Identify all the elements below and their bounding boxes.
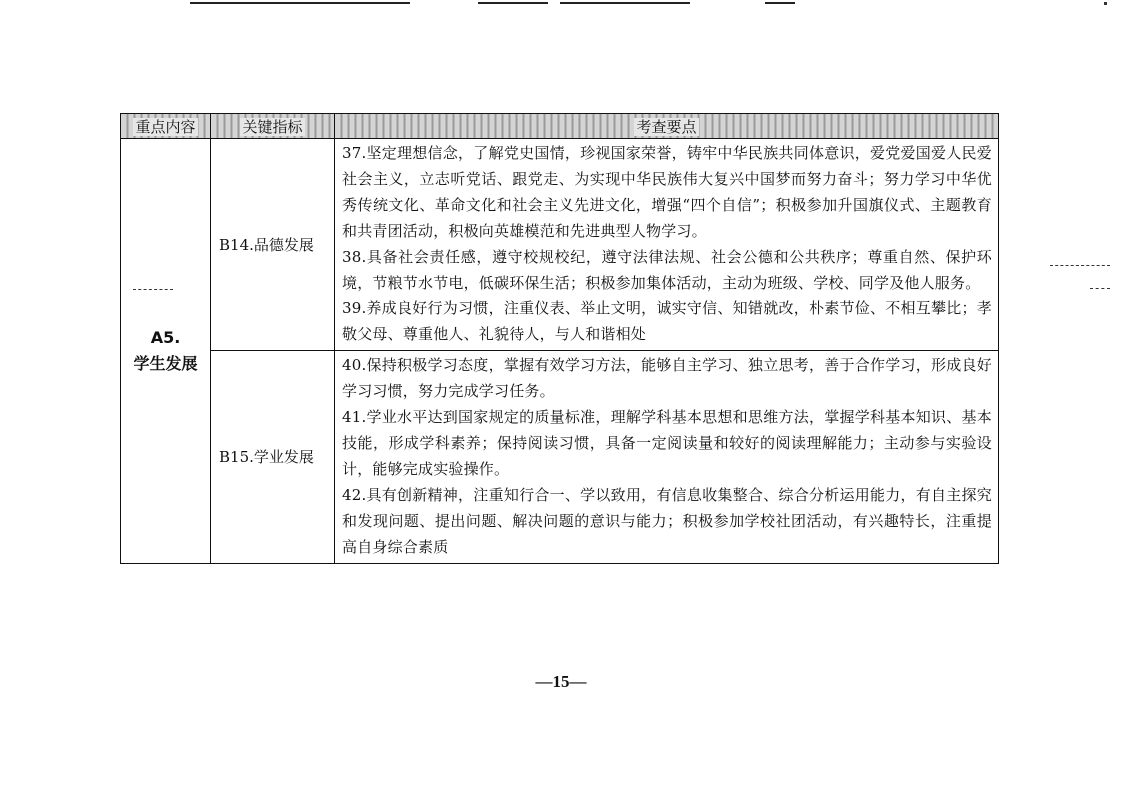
check-point: 38.具备社会责任感，遵守校规校纪，遵守法律法规、社会公德和公共秩序；尊重自然、保护环境，节粮节水节电，低碳环保生活；积极参加集体活动，主动为班级、学校、同学及他人服务。 [342, 247, 992, 292]
header-label: 考查要点 [636, 117, 697, 136]
check-point: 37.坚定理想信念，了解党史国情，珍视国家荣誉，铸牢中华民族共同体意识，爱党爱国爱人民爱社会主义，立志听党话、跟党走、为实现中华民族伟大复兴中国梦而努力奋斗；努力学习中华优秀传统文化、革命文化和社会主义先进文化，增强“四个自信”；积极参加升国旗仪式、主题教育和共青团活动，积极向英雄模范和先进典型人物学习。 [342, 144, 992, 240]
points-cell [335, 139, 999, 351]
indicator-cell: B14.品德发展 [211, 139, 335, 351]
header-label: 关键指标 [242, 117, 303, 136]
header-key-content [121, 114, 211, 139]
area-code: A5. [150, 327, 181, 347]
scan-artifact [1050, 265, 1110, 267]
scan-artifact [560, 2, 690, 4]
table-row [121, 139, 999, 351]
scan-artifact [1090, 288, 1110, 290]
scan-artifact [1104, 2, 1107, 5]
scan-artifact [478, 2, 548, 4]
check-point: 40.保持积极学习态度，掌握有效学习方法，能够自主学习、独立思考，善于合作学习，形成良好学习习惯，努力完成学习任务。 [342, 356, 992, 401]
area-name: 学生发展 [133, 353, 198, 373]
header-key-indicator [211, 114, 335, 139]
scan-artifact [765, 2, 795, 4]
header-label: 重点内容 [135, 117, 196, 136]
page-number: —15— [535, 672, 587, 691]
area-cell [121, 139, 211, 564]
header-check-points [335, 114, 999, 139]
scan-artifact [190, 2, 410, 4]
check-point: 41.学业水平达到国家规定的质量标准，理解学科基本思想和思维方法，掌握学科基本知识、基本技能，形成学科素养；保持阅读习惯，具备一定阅读量和较好的阅读理解能力；主动参与实验设计，能够完成实验操作。 [342, 408, 992, 478]
table-row [121, 351, 999, 563]
table-header-row [121, 114, 999, 139]
check-point: 42.具有创新精神，注重知行合一、学以致用，有信息收集整合、综合分析运用能力，有自主探究和发现问题、提出问题、解决问题的意识与能力；积极参加学校社团活动，有兴趣特长，注重提高自身综合素质 [342, 485, 992, 556]
check-point: 39.养成良好行为习惯，注重仪表、举止文明，诚实守信、知错就改，朴素节俭、不相互攀比；孝敬父母、尊重他人、礼貌待人，与人和谐相处 [342, 299, 992, 344]
indicator-cell: B15.学业发展 [211, 351, 335, 563]
evaluation-table [120, 113, 999, 564]
points-cell [335, 351, 999, 563]
